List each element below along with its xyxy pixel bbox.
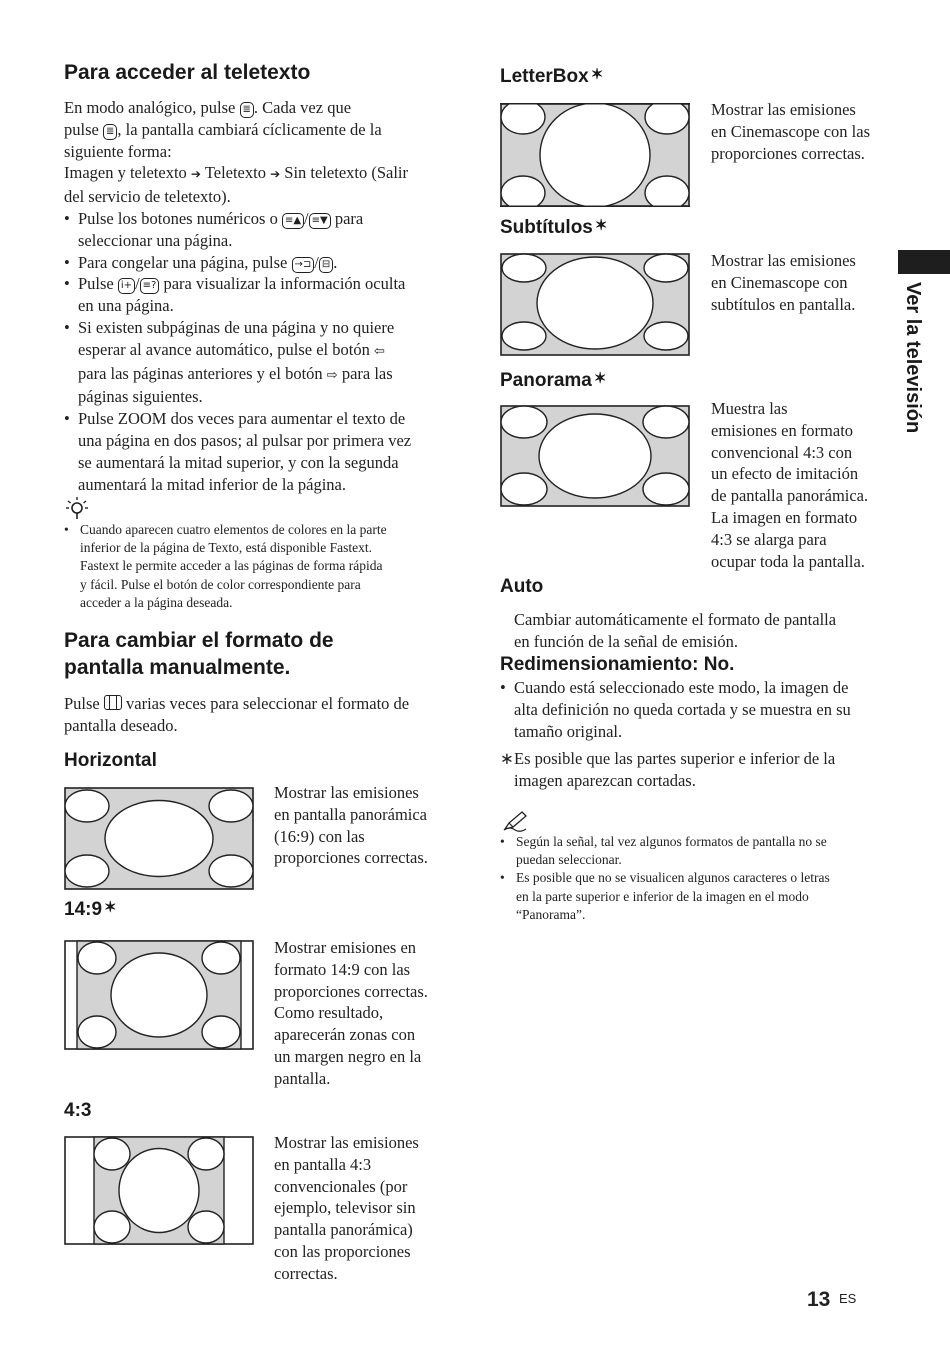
asterisk-note: ∗ Es posible que las partes superior e inferior de la imagen aparezcan cortadas. xyxy=(500,749,836,791)
right-arrow-icon: ⇨ xyxy=(326,367,338,383)
list-item: • Cuando está seleccionado este modo, la imagen de alta definición no queda cortada y se muestra en su tamaño original. xyxy=(500,677,892,742)
page-up-down-icon: ≡▼ xyxy=(309,213,331,229)
subtitulos-diagram xyxy=(500,253,690,356)
149-title: 14:9 ✶ xyxy=(64,899,117,920)
pencil-note-icon xyxy=(502,810,528,832)
letterbox-diagram xyxy=(500,103,690,207)
list-item: • Cuando aparecen cuatro elementos de colores en la parte inferior de la página de Texto, está disponible Fastext. Fastext le permite acceder a las páginas de forma rápida y fácil. Pulse el botón de color correspondiente para acceder a la página deseada. xyxy=(64,521,454,612)
section-side-title: Ver la televisión xyxy=(902,282,924,434)
teletext-instructions: En modo analógico, pulse ≣ . Cada vez que pulse ≣ , la pantalla cambiará cíclicamente de la siguiente forma: Imagen y teletexto ➔ Teletexto ➔ Sin teletexto (Salir del servicio de teletexto). • Pulse los botones numéricos o ≡▲ / ≡▼ para seleccionar una página. • Para congelar una página, pulse →⊐ / ⊟ . • Pulse i+ / ≡? para visualizar la información oculta en una página. • Si existen subpáginas de una página y no quiere esperar al avance automático, pulse el botón ⇦ para las páginas anteriores y el botón ⇨ para las páginas siguientes. • Pulse ZOOM dos veces para aumentar el texto de una página en dos pasos; al pulsar por primera vez se aumentará la mitad superior, y con la segunda aumentará la mitad inferior de la página. xyxy=(64,97,454,495)
auto-description: Cambiar automáticamente el formato de pantalla en función de la señal de emisión. xyxy=(514,610,837,651)
page-up-down-icon: ≡▲ xyxy=(282,213,304,229)
format-heading: Para cambiar el formato de pantalla manualmente. xyxy=(64,629,334,679)
format-intro: Pulse varias veces para seleccionar el formato de pantalla deseado. xyxy=(64,694,410,735)
page-number: 13 xyxy=(807,1288,831,1311)
section-tab-marker xyxy=(898,250,950,274)
lightbulb-icon xyxy=(64,496,90,520)
horizontal-title: Horizontal xyxy=(64,750,157,771)
reveal-icon: ≡? xyxy=(140,278,160,294)
43-title: 4:3 xyxy=(64,1100,92,1121)
list-item: • Es posible que no se visualicen algunos caracteres o letras en la parte superior e inferior de la imagen en el modo “Panorama”. xyxy=(500,869,900,924)
hold-icon: →⊐ xyxy=(292,257,315,273)
149-diagram xyxy=(64,940,254,1050)
arrow-icon: ➔ xyxy=(190,167,201,182)
43-diagram xyxy=(64,1136,254,1245)
list-item: • Según la señal, tal vez algunos formatos de pantalla no se puedan seleccionar. xyxy=(500,833,900,869)
panorama-diagram xyxy=(500,405,690,507)
teletext-button-icon: ≣ xyxy=(103,124,117,140)
list-item: • Pulse los botones numéricos o ≡▲ / ≡▼ para seleccionar una página. xyxy=(64,208,454,252)
teletext-heading: Para acceder al teletexto xyxy=(64,61,311,84)
notes-list xyxy=(500,833,900,924)
tip-list xyxy=(64,521,454,612)
redim-title: Redimensionamiento: No. xyxy=(500,654,735,675)
subtitulos-description: Mostrar las emisiones en Cinemascope con subtítulos en pantalla. xyxy=(711,251,856,314)
letterbox-description: Mostrar las emisiones en Cinemascope con las proporciones correctas. xyxy=(711,100,870,163)
redim-notes xyxy=(500,677,892,792)
43-description: Mostrar las emisiones en pantalla 4:3 convencionales (por ejemplo, televisor sin pantalla panorámica) con las proporciones correctas. xyxy=(274,1133,419,1283)
149-description: Mostrar emisiones en formato 14:9 con las proporciones correctas. Como resultado, aparecerán zonas con un margen negro en la pantalla. xyxy=(274,938,428,1088)
letterbox-title: LetterBox ✶ xyxy=(500,66,604,87)
list-item: • Para congelar una página, pulse →⊐ / ⊟ . xyxy=(64,252,454,274)
list-item: • Pulse i+ / ≡? para visualizar la información oculta en una página. xyxy=(64,273,454,317)
hold-icon: ⊟ xyxy=(319,257,333,273)
list-item: • Si existen subpáginas de una página y no quiere esperar al avance automático, pulse el botón ⇦ para las páginas anteriores y el botón ⇨ para las páginas siguientes. xyxy=(64,317,454,408)
language-code: ES xyxy=(839,1291,857,1306)
panorama-title: Panorama ✶ xyxy=(500,370,607,391)
reveal-icon: i+ xyxy=(118,278,135,294)
teletext-button-icon: ≣ xyxy=(240,102,254,118)
horizontal-description: Mostrar las emisiones en pantalla panorámica (16:9) con las proporciones correctas. xyxy=(274,783,428,868)
screen-format-icon xyxy=(104,695,122,710)
list-item: • Pulse ZOOM dos veces para aumentar el texto de una página en dos pasos; al pulsar por primera vez se aumentará la mitad superior, y con la segunda aumentará la mitad inferior de la página. xyxy=(64,408,454,495)
horizontal-diagram xyxy=(64,787,254,890)
arrow-icon: ➔ xyxy=(270,167,281,182)
subtitulos-title: Subtítulos ✶ xyxy=(500,217,608,238)
left-arrow-icon: ⇦ xyxy=(373,343,385,359)
auto-title: Auto xyxy=(500,576,544,597)
panorama-description: Muestra las emisiones en formato convencional 4:3 con un efecto de imitación de pantalla panorámica. La imagen en formato 4:3 se alarga para ocupar toda la pantalla. xyxy=(711,399,869,571)
